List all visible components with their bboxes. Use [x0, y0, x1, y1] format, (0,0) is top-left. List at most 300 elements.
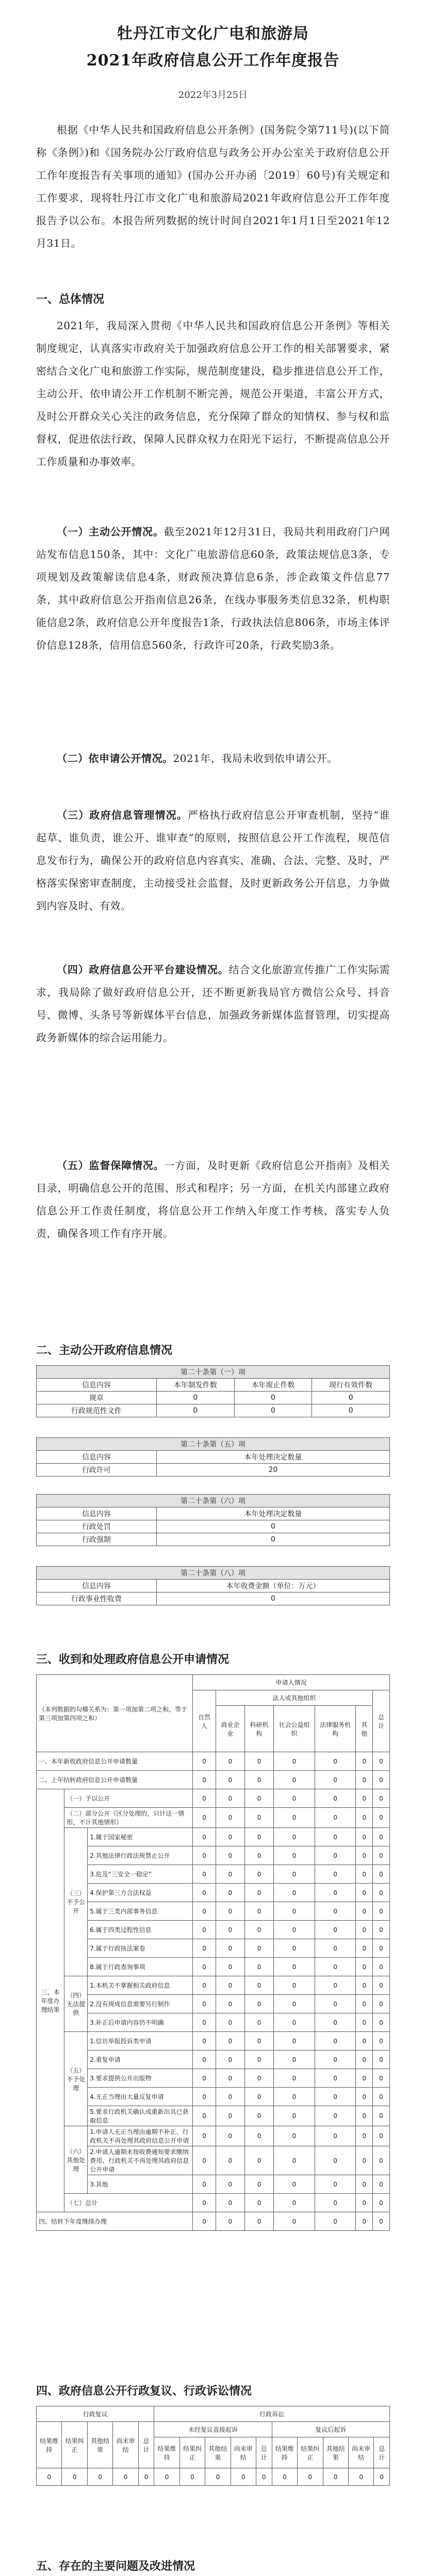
table-cell: 0 [274, 1921, 315, 1939]
table-header: 本年处理决定数量 [156, 1451, 389, 1464]
table-row [37, 2088, 390, 2106]
table-cell: 2.没有现成信息需要另行制作 [88, 1995, 193, 2013]
table-cell: 0 [274, 1789, 315, 1808]
table-cell: 0 [244, 1995, 273, 2013]
table-cell: 0 [272, 2468, 297, 2486]
table-cell: 0 [373, 2175, 390, 2194]
table-cell: 0 [315, 2194, 356, 2212]
table-cell: 0 [315, 2146, 356, 2175]
management-text: 严格执行政府信息公开审查机制，坚持“谁起草、谁负责，谁公开、谁审查”的原则，按照信息公开工作流程，规范信息发布行为，确保公开的政府信息内容真实、准确、合法、完整、及时，严格落实保密审查制度，主动接受社会监督，及时更新政务公开信息，力争做到内容及时、有效。 [36, 809, 390, 912]
table-row [37, 1939, 390, 1958]
table-row [37, 2212, 390, 2231]
table-cell: 四、结转下年度继续办理 [37, 2212, 193, 2231]
table-cell: 0 [244, 2088, 273, 2106]
table-cell: 0 [234, 1392, 312, 1404]
table-cell: （四）无法提供 [64, 1976, 88, 2032]
table-cell: 0 [274, 1771, 315, 1789]
table-header-person: 自然人 [193, 1690, 216, 1752]
table-row [37, 1921, 390, 1939]
table-cell: 0 [373, 1865, 390, 1884]
section-1-heading: 一、总体情况 [36, 293, 105, 306]
table-header: 总计 [138, 2422, 154, 2468]
table-cell: 0 [315, 1902, 356, 1921]
table-cell: 0 [37, 2468, 62, 2486]
table-cell: 0 [154, 2468, 179, 2486]
table-cell: 0 [274, 1976, 315, 1995]
table-cell: 0 [193, 2013, 216, 2032]
table-caption: 第二十条第（六）项 [37, 1495, 390, 1507]
section-1-paragraph-5 [36, 958, 390, 1049]
table-cell: 0 [274, 1828, 315, 1846]
table-cell: 0 [193, 1846, 216, 1865]
table-row [37, 1752, 390, 1771]
table-header: 现行有效件数 [312, 1379, 390, 1392]
table-cell: 1.属于国家秘密 [88, 1828, 193, 1846]
table-header: 信息内容 [37, 1507, 157, 1520]
table-cell: 0 [216, 1808, 244, 1828]
table-cell: 0 [274, 2106, 315, 2126]
section-3-heading: 三、收到和处理政府信息公开申请情况 [36, 1653, 230, 1666]
table-cell: 0 [244, 2146, 273, 2175]
table-cell: 0 [274, 2175, 315, 2194]
table-header: 结果维持 [154, 2437, 179, 2468]
table-cell: 0 [216, 1921, 244, 1939]
active-disclosure-text: 截至2021年12月31日，我局共利用政府门户网站发布信息150条，其中：文化广电旅游信息60条，政策法规信息3条，专项规划及政策解读信息4条，财政预决算信息6条，涉企政策文件信息77条，其中政府信息公开指南信息26条，在线办事服务类信息32条，机构职能信息2条，政府信息公开年度报告1条，行政执法信息806条，市场主体评价信息128条，信用信息560条，行政许可20条，行政奖励3条。 [36, 526, 390, 651]
table-row [37, 1771, 390, 1789]
table-cell: 0 [373, 1789, 390, 1808]
table-cell: （二）部分公开（区分处理的，只计这一情形，不计其他情形） [64, 1808, 193, 1828]
table-cell: 0 [315, 2106, 356, 2126]
table-cell: 0 [274, 2212, 315, 2231]
section-1-paragraph-3 [36, 747, 390, 770]
table-header: 总计 [256, 2437, 272, 2468]
table-cell: 0 [274, 2032, 315, 2050]
table-cell: 0 [274, 2050, 315, 2069]
table-cell: 0 [356, 2126, 373, 2146]
table-cell: 0 [356, 1808, 373, 1828]
table-cell: 0 [193, 2069, 216, 2088]
table-cell: 1.信访举报投诉类申请 [88, 2032, 193, 2050]
table-cell: 0 [87, 2468, 112, 2486]
table-cell: 0 [274, 1752, 315, 1771]
table-cell: 行政许可 [37, 1464, 157, 1477]
table-header: 其他 [356, 1706, 373, 1752]
table-cell: 0 [274, 2069, 315, 2088]
table-cell: 0 [216, 1846, 244, 1865]
table-header: 信息内容 [37, 1379, 157, 1392]
table-cell: 3.要求提供公开出版物 [88, 2069, 193, 2088]
table-cell: 0 [373, 1976, 390, 1995]
table-row [37, 1808, 390, 1828]
table-header-lawsuit: 行政诉讼 [154, 2406, 390, 2422]
table-cell: 0 [216, 1771, 244, 1789]
table-header-total: 总计 [373, 1690, 390, 1752]
table-cell: 0 [356, 1939, 373, 1958]
table-cell: 0 [193, 2175, 216, 2194]
table-cell: 0 [315, 1865, 356, 1884]
table-cell: 0 [193, 2050, 216, 2069]
table-cell: 0 [244, 1939, 273, 1958]
table-row [37, 2194, 390, 2212]
table-cell: 0 [193, 1902, 216, 1921]
table-cell: 0 [216, 1884, 244, 1902]
table-cell: 0 [373, 2050, 390, 2069]
table-cell: 行政事业性收费 [37, 1592, 157, 1605]
table-cell: 0 [216, 1828, 244, 1846]
table-header: 结果维持 [272, 2437, 297, 2468]
table-header: 其他结果 [87, 2422, 112, 2468]
table-cell: 0 [244, 2050, 273, 2069]
section-1-paragraph-6 [36, 1154, 390, 1245]
table-cell: 行政规范性文件 [37, 1404, 157, 1417]
table-row [37, 1828, 390, 1846]
table-cell: 0 [356, 2106, 373, 2126]
table-cell: 0 [315, 1958, 356, 1976]
table-cell: 0 [356, 1865, 373, 1884]
table-cell: 0 [315, 2088, 356, 2106]
table-header: 社会公益组织 [274, 1706, 315, 1752]
table-row [37, 1958, 390, 1976]
table-cell: 0 [356, 1921, 373, 1939]
table-cell: 0 [244, 2212, 273, 2231]
table-cell: 0 [216, 2194, 244, 2212]
table-cell: 0 [373, 2032, 390, 2050]
table-row [37, 2013, 390, 2032]
table-cell: 0 [315, 2212, 356, 2231]
table-row [37, 1592, 390, 1605]
table-cell: 20 [156, 1464, 389, 1477]
section-1-paragraph-4 [36, 804, 390, 917]
table-row [37, 1995, 390, 2013]
table-cell: 0 [373, 2013, 390, 2032]
table-article20-item6 [36, 1494, 390, 1546]
table-cell: 0 [193, 1921, 216, 1939]
table-cell: （三）不予公开 [64, 1828, 88, 1976]
table-cell: 4.保护第三方合法权益 [88, 1884, 193, 1902]
table-cell: 3.补正后申请内容仍不明确 [88, 2013, 193, 2032]
table-row [37, 2032, 390, 2050]
table-cell: 0 [216, 1939, 244, 1958]
table-cell: 0 [373, 2069, 390, 2088]
table-header: 法律服务机构 [315, 1706, 356, 1752]
table-row [37, 1884, 390, 1902]
table-corner-note: （本列数据的勾稽关系为：第一项加第二项之和，等于第三项加第四项之和） [37, 1675, 193, 1752]
table-cell: 0 [244, 2013, 273, 2032]
table-cell: 行政处罚 [37, 1520, 157, 1533]
table-group-header: 申请人情况 [193, 1675, 390, 1690]
table-cell: 0 [356, 1752, 373, 1771]
table-cell: 0 [373, 1995, 390, 2013]
table-cell: （一）予以公开 [64, 1789, 193, 1808]
table-cell: 0 [274, 1846, 315, 1865]
table-header: 尚未审结 [348, 2437, 373, 2468]
table-row [37, 1789, 390, 1808]
table-row [37, 2175, 390, 2194]
table-caption: 第二十条第（八）项 [37, 1567, 390, 1580]
table-cell: （七）总计 [64, 2194, 193, 2212]
table-cell: 0 [315, 1884, 356, 1902]
table-cell: 0 [193, 1865, 216, 1884]
table-header-review: 行政复议 [37, 2406, 154, 2422]
table-cell: 二、上年结转政府信息公开申请数量 [37, 1771, 193, 1789]
table-row [37, 1392, 390, 1404]
table-cell: 0 [315, 1995, 356, 2013]
table-caption: 第二十条第（五）项 [37, 1438, 390, 1451]
table-cell: 1.申请人无正当理由逾期不补正、行政机关不再处理其政府信息公开申请 [88, 2126, 193, 2146]
table-cell: 0 [156, 1533, 389, 1546]
table-cell: 0 [193, 1939, 216, 1958]
section-2-heading: 二、主动公开政府信息情况 [36, 1344, 173, 1357]
table-cell: 0 [373, 2088, 390, 2106]
table-cell: 0 [216, 1789, 244, 1808]
table-cell: 0 [274, 1995, 315, 2013]
table-cell: 0 [216, 2175, 244, 2194]
table-cell: 8.属于行政查询事项 [88, 1958, 193, 1976]
table-header: 本年制发件数 [156, 1379, 234, 1392]
table-header: 其他结果 [323, 2437, 348, 2468]
table-cell: 0 [315, 1752, 356, 1771]
table-cell: 0 [274, 1884, 315, 1902]
request-disclosure-text: 2021年，我局未收到依申请公开。 [173, 752, 338, 765]
table-cell: 0 [274, 2194, 315, 2212]
table-header: 信息内容 [37, 1580, 157, 1592]
table-cell: 0 [193, 2088, 216, 2106]
table-cell: 0 [356, 1789, 373, 1808]
table-row [37, 2106, 390, 2126]
table-cell: 规章 [37, 1392, 157, 1404]
table-cell: 0 [244, 2126, 273, 2146]
table-cell: 0 [356, 1976, 373, 1995]
table-cell: 1.本机关不掌握相关政府信息 [88, 1976, 193, 1995]
table-cell: 0 [373, 1771, 390, 1789]
table-cell: 0 [373, 2194, 390, 2212]
table-cell: 0 [216, 2050, 244, 2069]
table-cell: 0 [234, 1404, 312, 1417]
table-cell: 5.属于三类内部事务信息 [88, 1902, 193, 1921]
table-cell: 0 [373, 1828, 390, 1846]
table-cell: 2.申请人逾期未按收费通知要求缴纳费用、行政机关不再处理其政府信息公开申请 [88, 2146, 193, 2175]
table-cell: 0 [216, 1958, 244, 1976]
table-cell: 0 [193, 2032, 216, 2050]
table-cell: 0 [356, 1846, 373, 1865]
table-cell: 0 [315, 1939, 356, 1958]
table-cell: 0 [315, 2032, 356, 2050]
table-cell: 0 [193, 1752, 216, 1771]
sub-heading-management: （三）政府信息管理情况。 [57, 809, 188, 821]
table-cell: 0 [356, 1884, 373, 1902]
table-cell: 0 [216, 1865, 244, 1884]
table-article20-item8 [36, 1566, 390, 1605]
table-header: 本年废止件数 [234, 1379, 312, 1392]
table-cell: 0 [216, 2106, 244, 2126]
table-header-direct: 未经复议直接起诉 [154, 2422, 272, 2437]
table-cell: 0 [193, 1958, 216, 1976]
table-cell: 0 [374, 2468, 390, 2486]
table-cell: 0 [216, 2013, 244, 2032]
table-header: 结果纠正 [62, 2422, 87, 2468]
table-cell: 0 [274, 2088, 315, 2106]
table-cell: 0 [315, 2050, 356, 2069]
table-cell: 0 [244, 1789, 273, 1808]
table-cell: 0 [244, 1846, 273, 1865]
table-caption: 第二十条第（一）项 [37, 1366, 390, 1379]
table-cell: 3.其他 [88, 2175, 193, 2194]
table-cell: 6.属于四类过程性信息 [88, 1921, 193, 1939]
table-article20-item5 [36, 1437, 390, 1477]
table-cell: 0 [244, 1865, 273, 1884]
table-cell: 0 [356, 1958, 373, 1976]
platform-text: 结合文化旅游宣传推广工作实际需求，我局除了做好政府信息公开，还不断更新我局官方微信公众号、抖音号、微博、头条号等新媒体平台信息，加强政务新媒体监督管理，切实提高政务新媒体的综合运用能力。 [36, 963, 390, 1044]
table-cell: 0 [373, 2146, 390, 2175]
table-cell: 0 [216, 2126, 244, 2146]
table-cell: 0 [244, 2194, 273, 2212]
table-cell: 0 [156, 1392, 234, 1404]
table-cell: 0 [373, 1884, 390, 1902]
table-header: 其他结果 [205, 2437, 231, 2468]
table-cell: 一、本年新收政府信息公开申请数量 [37, 1752, 193, 1771]
table-cell: 0 [274, 1902, 315, 1921]
table-cell: 行政强制 [37, 1533, 157, 1546]
table-cell: 0 [356, 2175, 373, 2194]
table-row [37, 1846, 390, 1865]
sub-heading-active: （一）主动公开情况。 [57, 526, 164, 538]
table-row [37, 1520, 390, 1533]
table-cell: 0 [138, 2468, 154, 2486]
table-cell: 0 [216, 2088, 244, 2106]
table-row [37, 1865, 390, 1884]
table-cell: 0 [193, 2106, 216, 2126]
table-cell: 0 [315, 2175, 356, 2194]
table-cell: 0 [244, 1902, 273, 1921]
table-row [37, 1404, 390, 1417]
table-header: 本年收费金额（单位：万元） [156, 1580, 389, 1592]
table-request-handling [36, 1674, 390, 2231]
table-row [37, 2050, 390, 2069]
section-1-paragraph-1: 2021年，我局深入贯彻《中华人民共和国政府信息公开条例》等相关制度规定，认真落实市政府关于加强政府信息公开工作的相关部署要求，紧密结合文化广电和旅游工作实际，规范制度建设，稳步推进信息公开工作，主动公开、依申请公开工作机制不断完善，规范公开渠道，丰富公开方式，及时公开群众关心关注的政务信息，充分保障了群众的知情权、参与权和监督权，促进依法行政，保障人民群众权力在阳光下运行，不断提高信息公开工作质量和办事效率。 [36, 319, 390, 468]
table-cell: 0 [356, 2194, 373, 2212]
sub-heading-supervision: （五）监督保障情况。 [57, 1159, 165, 1172]
table-row [37, 2069, 390, 2088]
table-row [37, 1464, 390, 1477]
table-cell: 0 [193, 1828, 216, 1846]
table-cell: 0 [193, 2194, 216, 2212]
intro-paragraph: 根据《中华人民共和国政府信息公开条例》(国务院令第711号)(以下简称《条例》)和《国务院办公厅政府信息与政务公开办公室关于政府信息公开工作年度报告有关事项的通知》(国办公开办函〔2019〕60号)有关规定和工作要求，现将牡丹江市文化广电和旅游局2021年政府信息公开工作年度报告予以公布。本报告所列数据的统计时间自2021年1月1日至2021年12月31日。 [36, 124, 390, 249]
table-header: 尚未审结 [113, 2422, 138, 2468]
table-cell: 0 [274, 2146, 315, 2175]
table-cell: 0 [216, 2032, 244, 2050]
table-cell: 0 [244, 2069, 273, 2088]
table-cell: 0 [156, 1520, 389, 1533]
table-cell: 0 [373, 2212, 390, 2231]
table-row [37, 2126, 390, 2146]
table-cell: 0 [244, 1958, 273, 1976]
table-cell: 0 [193, 1771, 216, 1789]
table-cell: 0 [216, 1752, 244, 1771]
table-row [37, 1533, 390, 1546]
table-cell: 0 [373, 2126, 390, 2146]
table-cell: 0 [356, 1902, 373, 1921]
table-cell: 0 [256, 2468, 272, 2486]
table-cell: 0 [373, 1808, 390, 1828]
table-header: 结果维持 [37, 2422, 62, 2468]
table-cell: 0 [274, 1939, 315, 1958]
table-cell: 0 [193, 2146, 216, 2175]
table-row [37, 1976, 390, 1995]
table-cell: 0 [231, 2468, 256, 2486]
table-cell: 0 [315, 2013, 356, 2032]
table-cell: 0 [356, 2069, 373, 2088]
table-cell: 0 [193, 1976, 216, 1995]
table-cell: （六）其他处理 [64, 2126, 88, 2194]
table-cell: 0 [373, 1958, 390, 1976]
table-cell: 0 [244, 2175, 273, 2194]
table-cell: 0 [193, 2212, 216, 2231]
table-cell: 0 [113, 2468, 138, 2486]
table-cell: 0 [356, 2050, 373, 2069]
table-cell: 0 [193, 2126, 216, 2146]
table-article20-item1 [36, 1365, 390, 1417]
table-cell: 0 [315, 1771, 356, 1789]
table-header: 科研机构 [244, 1706, 273, 1752]
supervision-text: 一方面，及时更新《政府信息公开指南》及相关目录，明确信息公开的范围、形式和程序；另一方面，在机关内部建立政府信息公开工作责任制度，将信息公开工作纳入年度工作考核，落实专人负责，确保各项工作有序开展。 [36, 1159, 390, 1240]
table-cell: 0 [244, 1752, 273, 1771]
report-title-line2: 2021年政府信息公开工作年度报告 [86, 52, 340, 70]
table-cell: 0 [62, 2468, 87, 2486]
table-cell: 0 [373, 2106, 390, 2126]
table-cell: 0 [323, 2468, 348, 2486]
table-cell: 0 [315, 2126, 356, 2146]
table-cell: 0 [274, 1865, 315, 1884]
table-cell: 2.其他法律行政法规禁止公开 [88, 1846, 193, 1865]
table-header-after: 复议后起诉 [272, 2422, 389, 2437]
table-cell: 4.无正当理由大量反复申请 [88, 2088, 193, 2106]
table-cell: 0 [356, 2032, 373, 2050]
table-header: 总计 [374, 2437, 390, 2468]
table-cell: 0 [373, 1902, 390, 1921]
table-cell: 0 [193, 1789, 216, 1808]
table-cell: （五）不予处理 [64, 2032, 88, 2126]
table-cell: 0 [216, 1902, 244, 1921]
report-date: 2022年3月25日 [178, 90, 248, 100]
table-cell: 0 [312, 1392, 390, 1404]
table-cell: 0 [156, 1592, 389, 1605]
table-cell: 0 [274, 2013, 315, 2032]
table-cell: 3.危及“三安全一稳定” [88, 1865, 193, 1884]
table-cell: 2.重复申请 [88, 2050, 193, 2069]
table-cell: 0 [274, 1808, 315, 1828]
table-cell: 0 [244, 1884, 273, 1902]
table-cell: 0 [315, 2069, 356, 2088]
table-cell: 0 [373, 1752, 390, 1771]
report-title-line1: 牡丹江市文化广电和旅游局 [117, 25, 309, 43]
table-header: 本年处理决定数量 [156, 1507, 389, 1520]
table-row [37, 1902, 390, 1921]
table-header-legal: 法人或其他组织 [216, 1690, 372, 1706]
table-cell: 0 [315, 1846, 356, 1865]
table-cell: 0 [274, 2126, 315, 2146]
table-cell: 0 [216, 2069, 244, 2088]
section-1-paragraph-2 [36, 520, 390, 656]
table-cell: 0 [315, 1921, 356, 1939]
table-cell: 0 [244, 2106, 273, 2126]
table-cell: 0 [356, 1995, 373, 2013]
table-cell: 0 [216, 2212, 244, 2231]
table-cell: 0 [356, 1828, 373, 1846]
table-cell: 0 [193, 1995, 216, 2013]
table-cell: 0 [244, 1771, 273, 1789]
table-cell: 0 [179, 2468, 205, 2486]
table-cell: 0 [356, 2146, 373, 2175]
